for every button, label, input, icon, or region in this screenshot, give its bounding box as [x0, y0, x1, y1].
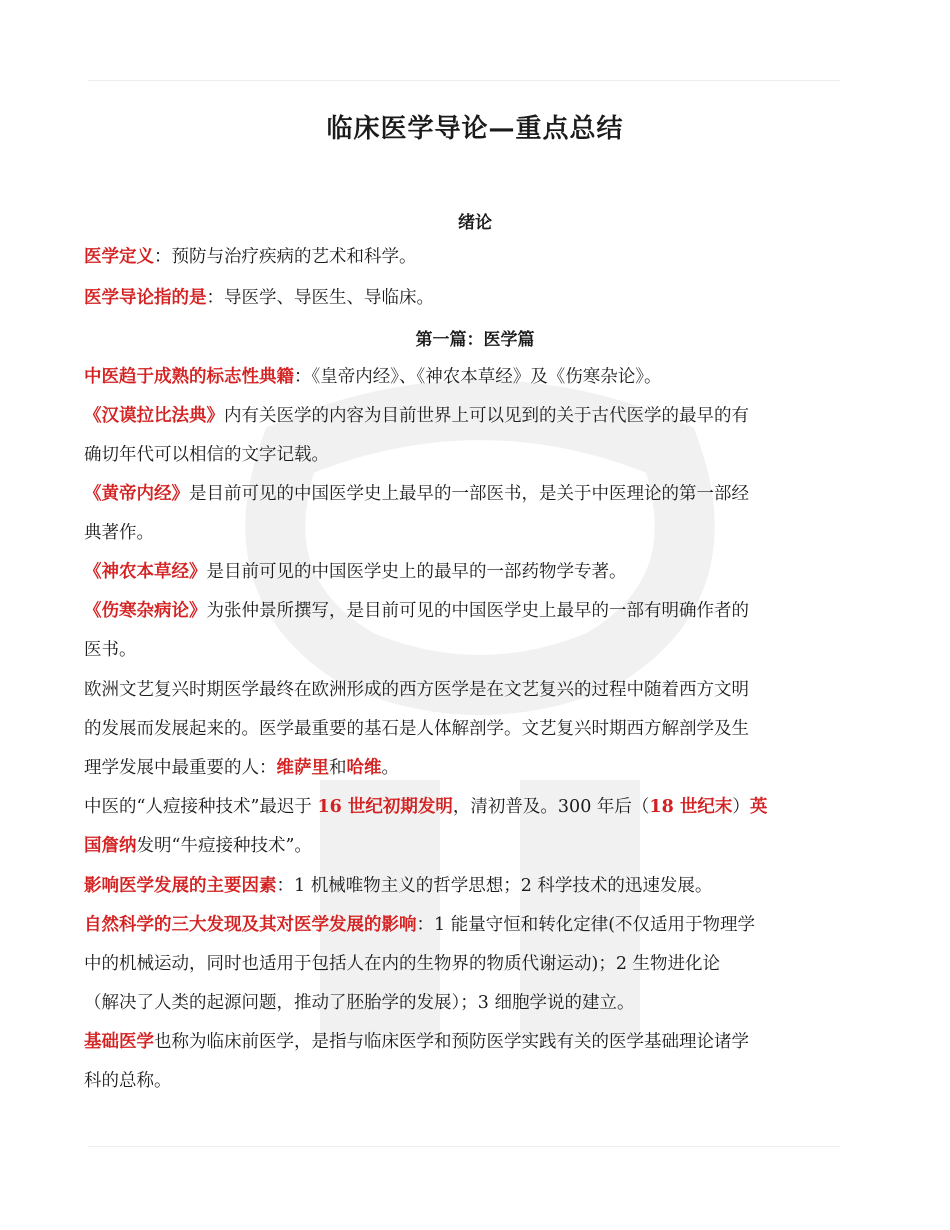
paragraph-hammurabi-line2: 确切年代可以相信的文字记载。: [84, 445, 329, 465]
paragraph-text: 发明“牛痘接种技术”。: [136, 836, 312, 856]
top-divider: [88, 80, 840, 81]
paragraph-medicine-definition: [84, 245, 874, 269]
paragraph-variolation-line1: [84, 795, 874, 819]
name-harvey: 哈维: [346, 758, 382, 778]
paragraph-main-factors: [84, 874, 874, 898]
paragraph-basic-medicine-line1: [84, 1030, 874, 1054]
paragraph-text: ）: [732, 797, 750, 817]
paragraph-text: ：预防与治疗疾病的艺术和科学。: [154, 247, 417, 267]
name-jenner-part1: 英: [749, 797, 768, 817]
paragraph-three-discoveries-line2: 中的机械运动，同时也适用于包括人在内的生物界的物质代谢运动)；2 生物进化论: [84, 954, 721, 974]
paragraph-text: ：《皇帝内经》、《神农本草经》及《伤寒杂论》。: [294, 367, 662, 387]
paragraph-text: 中医的“人痘接种技术”最迟于: [84, 797, 318, 817]
paragraph-intro-meaning: [84, 286, 874, 310]
date-18th-century: 18 世纪末: [649, 797, 733, 817]
section-heading-part1: 第一篇：医学篇: [415, 330, 535, 350]
paragraph-variolation-line2: [84, 834, 874, 858]
conjunction: 和: [329, 758, 347, 778]
term-label: 医学定义: [84, 247, 154, 267]
paragraph-basic-medicine-line2: 科的总称。: [84, 1071, 172, 1091]
term-label: 中医趋于成熟的标志性典籍: [84, 367, 294, 387]
paragraph-text: ：1 能量守恒和转化定律(不仅适用于物理学: [416, 915, 756, 935]
paragraph-renaissance-line1: 欧洲文艺复兴时期医学最终在欧洲形成的西方医学是在文艺复兴的过程中随着西方文明: [84, 680, 749, 700]
bottom-divider: [88, 1146, 840, 1147]
term-label: 《汉谟拉比法典》: [84, 406, 224, 426]
paragraph-text: ：1 机械唯物主义的哲学思想；2 科学技术的迅速发展。: [276, 876, 713, 896]
paragraph-shanghan-line1: [84, 599, 874, 623]
paragraph-three-discoveries-line3: （解决了人类的起源问题，推动了胚胎学的发展）；3 细胞学说的建立。: [84, 993, 635, 1013]
paragraph-text: 内有关医学的内容为目前世界上可以见到的关于古代医学的最早的有: [224, 406, 749, 426]
paragraph-huangdi-line2: 典著作。: [84, 523, 154, 543]
term-label: 自然科学的三大发现及其对医学发展的影响: [84, 915, 417, 935]
paragraph-text: 为张仲景所撰写，是目前可见的中国医学史上最早的一部有明确作者的: [206, 601, 749, 621]
term-label: 医学导论指的是: [84, 288, 207, 308]
term-label: 影响医学发展的主要因素: [84, 876, 277, 896]
document-title: 临床医学导论—重点总结: [326, 114, 624, 144]
paragraph-text: 是目前可见的中国医学史上的最早的一部药物学专著。: [206, 562, 627, 582]
paragraph-huangdi-line1: [84, 482, 874, 506]
name-vesalius: 维萨里: [276, 758, 329, 778]
term-label: 《伤寒杂病论》: [84, 601, 207, 621]
period: 。: [381, 758, 399, 778]
paragraph-text: ：导医学、导医生、导临床。: [206, 288, 434, 308]
term-label: 《黄帝内经》: [84, 484, 189, 504]
paragraph-hammurabi-line1: [84, 404, 874, 428]
paragraph-text: 是目前可见的中国医学史上最早的一部医书，是关于中医理论的第一部经: [189, 484, 749, 504]
paragraph-three-discoveries-line1: [84, 913, 874, 937]
paragraph-shennong: [84, 560, 874, 584]
name-jenner-part2: 国詹纳: [84, 836, 137, 856]
term-label: 《神农本草经》: [84, 562, 207, 582]
paragraph-tcm-classics: [84, 365, 874, 389]
paragraph-renaissance-line3: [84, 756, 874, 780]
paragraph-text: ，清初普及。300 年后（: [452, 797, 650, 817]
term-label: 基础医学: [84, 1032, 154, 1052]
paragraph-shanghan-line2: 医书。: [84, 640, 137, 660]
paragraph-renaissance-line2: 的发展而发展起来的。医学最重要的基石是人体解剖学。文艺复兴时期西方解剖学及生: [84, 719, 749, 739]
date-16th-century: 16 世纪初期发明: [317, 797, 453, 817]
paragraph-text: 也称为临床前医学，是指与临床医学和预防医学实践有关的医学基础理论诸学: [154, 1032, 749, 1052]
section-heading-intro: 绪论: [458, 213, 492, 233]
paragraph-text: 理学发展中最重要的人：: [84, 758, 277, 778]
